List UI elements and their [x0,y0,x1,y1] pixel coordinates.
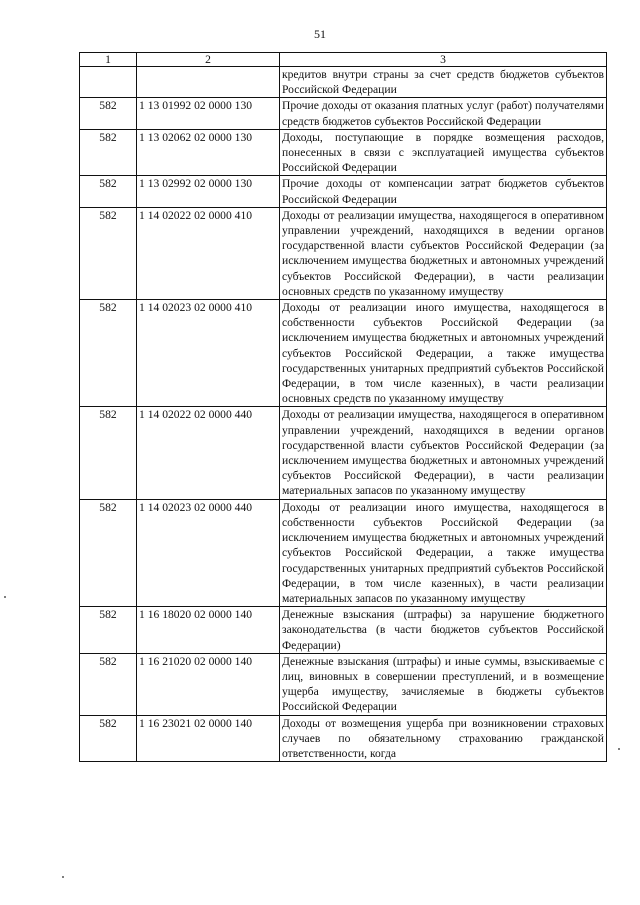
budget-code-cell [137,67,280,98]
table-row [80,607,607,654]
admin-code-cell: 582 [80,499,137,606]
admin-code-cell: 582 [80,207,137,299]
table-row [80,129,607,176]
table-row [80,98,607,129]
description-cell: Доходы от возмещения ущерба при возникновении страховых случаев по обязательному страхованию гражданской ответственности, когда [280,715,607,762]
table-row [80,300,607,407]
budget-code-cell: 1 14 02022 02 0000 440 [137,407,280,499]
scan-speck [618,748,620,750]
admin-code-cell: 582 [80,653,137,715]
scan-speck [4,596,6,598]
revenue-classification-table [79,52,607,762]
description-cell: Денежные взыскания (штрафы) за нарушение бюджетного законодательства (в части бюджетов субъектов Российской Федерации) [280,607,607,654]
description-cell: Прочие доходы от оказания платных услуг (работ) получателями средств бюджетов субъектов Российской Федерации [280,98,607,129]
column-header-2: 2 [137,53,280,67]
admin-code-cell: 582 [80,607,137,654]
description-cell: Доходы от реализации имущества, находящегося в оперативном управлении учреждений, находящихся в ведении органов государственной власти субъектов Российской Федерации (за исключением имущества бюджетных и автономных учреждений субъектов Российской Федерации), в части реализации материальных запасов по указанному имуществу [280,407,607,499]
budget-code-cell: 1 16 21020 02 0000 140 [137,653,280,715]
table-row [80,207,607,299]
description-cell: кредитов внутри страны за счет средств бюджетов субъектов Российской Федерации [280,67,607,98]
admin-code-cell: 582 [80,715,137,762]
table-row [80,715,607,762]
budget-code-cell: 1 16 23021 02 0000 140 [137,715,280,762]
table-row [80,407,607,499]
budget-code-cell: 1 13 02062 02 0000 130 [137,129,280,176]
table-row [80,499,607,606]
table-row [80,176,607,207]
admin-code-cell: 582 [80,300,137,407]
budget-code-cell: 1 16 18020 02 0000 140 [137,607,280,654]
table-header-row [80,53,607,67]
page-number: 51 [314,27,326,41]
description-cell: Денежные взыскания (штрафы) и иные суммы, взыскиваемые с лиц, виновных в совершении преступлений, и в возмещение ущерба имуществу, зачисляемые в бюджеты субъектов Российской Федерации [280,653,607,715]
admin-code-cell: 582 [80,129,137,176]
admin-code-cell: 582 [80,98,137,129]
table-row [80,67,607,98]
description-cell: Доходы от реализации иного имущества, находящегося в собственности субъектов Российской Федерации (за исключением имущества бюджетных и автономных учреждений субъектов Российской Федерации, а также имущества государственных унитарных предприятий субъектов Российской Федерации, в том числе казенных), в части реализации материальных запасов по указанному имуществу [280,499,607,606]
scan-speck [62,876,64,878]
column-header-1: 1 [80,53,137,67]
description-cell: Доходы от реализации иного имущества, находящегося в собственности субъектов Российской Федерации (за исключением имущества бюджетных и автономных учреждений субъектов Российской Федерации, а также имущества государственных унитарных предприятий субъектов Российской Федерации, в том числе казенных), в части реализации основных средств по указанному имуществу [280,300,607,407]
admin-code-cell: 582 [80,176,137,207]
budget-code-cell: 1 13 01992 02 0000 130 [137,98,280,129]
table-row [80,653,607,715]
budget-code-cell: 1 14 02023 02 0000 440 [137,499,280,606]
admin-code-cell: 582 [80,407,137,499]
admin-code-cell [80,67,137,98]
budget-code-cell: 1 14 02022 02 0000 410 [137,207,280,299]
description-cell: Доходы от реализации имущества, находящегося в оперативном управлении учреждений, находящихся в ведении органов государственной власти субъектов Российской Федерации (за исключением имущества бюджетных и автономных учреждений субъектов Российской Федерации), в части реализации основных средств по указанному имуществу [280,207,607,299]
description-cell: Доходы, поступающие в порядке возмещения расходов, понесенных в связи с эксплуатацией имущества субъектов Российской Федерации [280,129,607,176]
column-header-3: 3 [280,53,607,67]
description-cell: Прочие доходы от компенсации затрат бюджетов субъектов Российской Федерации [280,176,607,207]
budget-code-cell: 1 13 02992 02 0000 130 [137,176,280,207]
budget-code-cell: 1 14 02023 02 0000 410 [137,300,280,407]
